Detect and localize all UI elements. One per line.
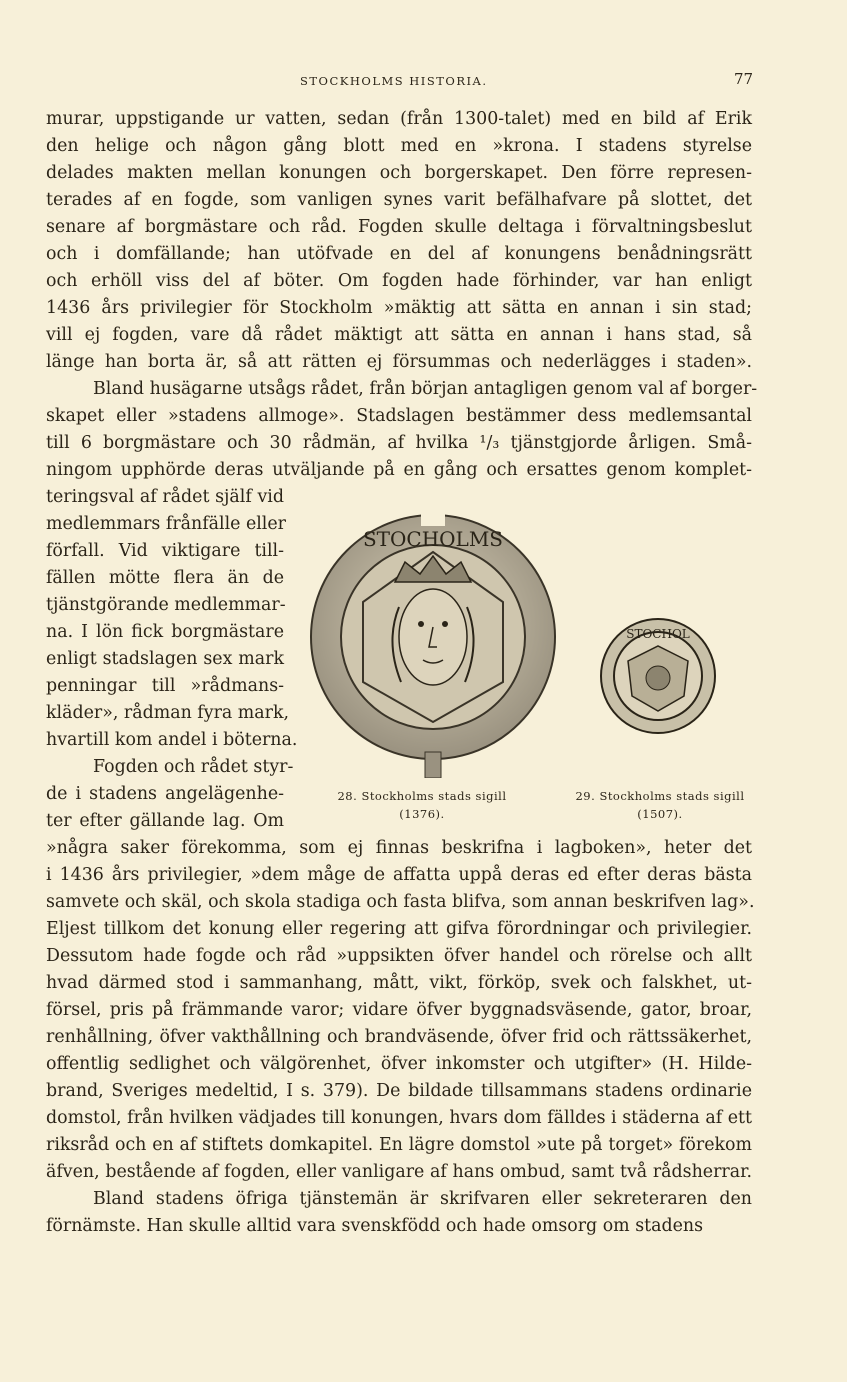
figure-29-title: Stockholms stads sigill [599,789,745,803]
text-line: ningom upphörde deras utväljande på en gång och ersattes genom komplet- [46,460,752,480]
text-line: Bland husägarne utsågs rådet, från början antagligen genom val af borger- [93,379,758,399]
figure-29-number: 29. [575,789,596,803]
text-line: brand, Sveriges medeltid, I s. 379). De bildade tillsammans stadens ordinarie [46,1081,752,1101]
text-line: 1436 års privilegier för Stockholm »mäktig att sätta en annan i sin stad; [46,298,752,318]
text-line: domstol, från hvilken vädjades till konungen, hvars dom fälldes i städerna af ett [46,1108,752,1128]
text-line: länge han borta är, så att rätten ej försummas och nederlägges i staden». [46,352,752,372]
text-line: senare af borgmästare och råd. Fogden skulle deltaga i förvaltningsbeslut [46,217,752,237]
text-line: »några saker förekomma, som ej finnas beskrifna i lagboken», heter det [46,838,752,858]
text-line: i 1436 års privilegier, »dem måge de affatta uppå deras ed efter deras bästa [46,865,752,885]
text-line: murar, uppstigande ur vatten, sedan (från 1300-talet) med en bild af Erik [46,109,752,129]
text-line: äfven, bestående af fogden, eller vanligare af hans ombud, samt två rådsherrar. [46,1162,752,1182]
text-line: förnämste. Han skulle alltid vara svenskfödd och hade omsorg om stadens [46,1216,704,1236]
text-line: vill ej fogden, vare då rådet mäktigt att sätta en annan i hans stad, så [46,325,752,345]
text-line: förfall. Vid viktigare till- [46,541,284,561]
text-line: den helige och någon gång blott med en »krona. I stadens styrelse [46,136,752,156]
text-line: na. I lön fick borgmästare [46,622,284,642]
text-line: till 6 borgmästare och 30 rådmän, af hvilka ¹/₃ tjänstgjorde årligen. Små- [46,433,752,453]
text-line: riksråd och en af stiftets domkapitel. En lägre domstol »ute på torget» förekom [46,1135,752,1155]
text-line: penningar till »rådmans- [46,676,284,696]
text-line: skapet eller »stadens allmoge». Stadslagen bestämmer dess medlemsantal [46,406,752,426]
figure-28-title: Stockholms stads sigill [361,789,507,803]
figure-28-caption [332,787,512,823]
text-line: delades makten mellan konungen och borgerskapet. Den förre represen- [46,163,752,183]
text-line: Dessutom hade fogde och råd »uppsikten öfver handel och rörelse och allt [46,946,752,966]
figure-28-year: (1376). [399,807,445,821]
text-line: terades af en fogde, som vanligen synes varit befälhafvare på slottet, det [46,190,752,210]
figure-29-caption [565,787,755,823]
figure-28-number: 28. [337,789,358,803]
text-line: samvete och skäl, och skola stadiga och fasta blifva, som annan beskrifven lag». [46,892,755,912]
text-line: ter efter gällande lag. Om [46,811,284,831]
text-line: och i domfällande; han utöfvade en del af konungens benådningsrätt [46,244,752,264]
text-line: enligt stadslagen sex mark [46,649,284,669]
text-line: kläder», rådman fyra mark, [46,703,290,723]
text-line: och erhöll viss del af böter. Om fogden hade förhinder, var han enligt [46,271,752,291]
seal-1376-legend: STOCHOLMS [362,527,504,551]
text-line: hvartill kom andel i böterna. [46,730,298,750]
text-line: tjänstgörande medlemmar- [46,595,286,615]
text-line: Bland stadens öfriga tjänstemän är skrifvaren eller sekreteraren den [93,1189,752,1209]
seal-1507-legend: STOCHOL [626,627,690,641]
text-line: fällen mötte flera än de [46,568,284,588]
text-line: Eljest tillkom det konung eller regering att gifva förordningar och privilegier. [46,919,752,939]
text-line: försel, pris på främmande varor; vidare öfver byggnadsväsende, gator, broar, [46,1000,752,1020]
text-line: medlemmars frånfälle eller [46,514,286,534]
text-line: Fogden och rådet styr- [93,757,294,777]
text-line: offentlig sedlighet och välgörenhet, öfver inkomster och utgifter» (H. Hilde- [46,1054,752,1074]
running-title: STOCKHOLMS HISTORIA. [300,74,488,88]
text-line: de i stadens angelägenhe- [46,784,284,804]
seal-1376-image [305,512,561,778]
text-line: teringsval af rådet själf vid [46,487,284,507]
page-number: 77 [734,70,754,88]
figure-29-year: (1507). [637,807,683,821]
seal-1507-image [598,616,718,736]
text-line: hvad därmed stod i sammanhang, mått, vikt, förköp, svek och falskhet, ut- [46,973,752,993]
text-line: renhållning, öfver vakthållning och brandväsende, öfver frid och rättssäkerhet, [46,1027,752,1047]
